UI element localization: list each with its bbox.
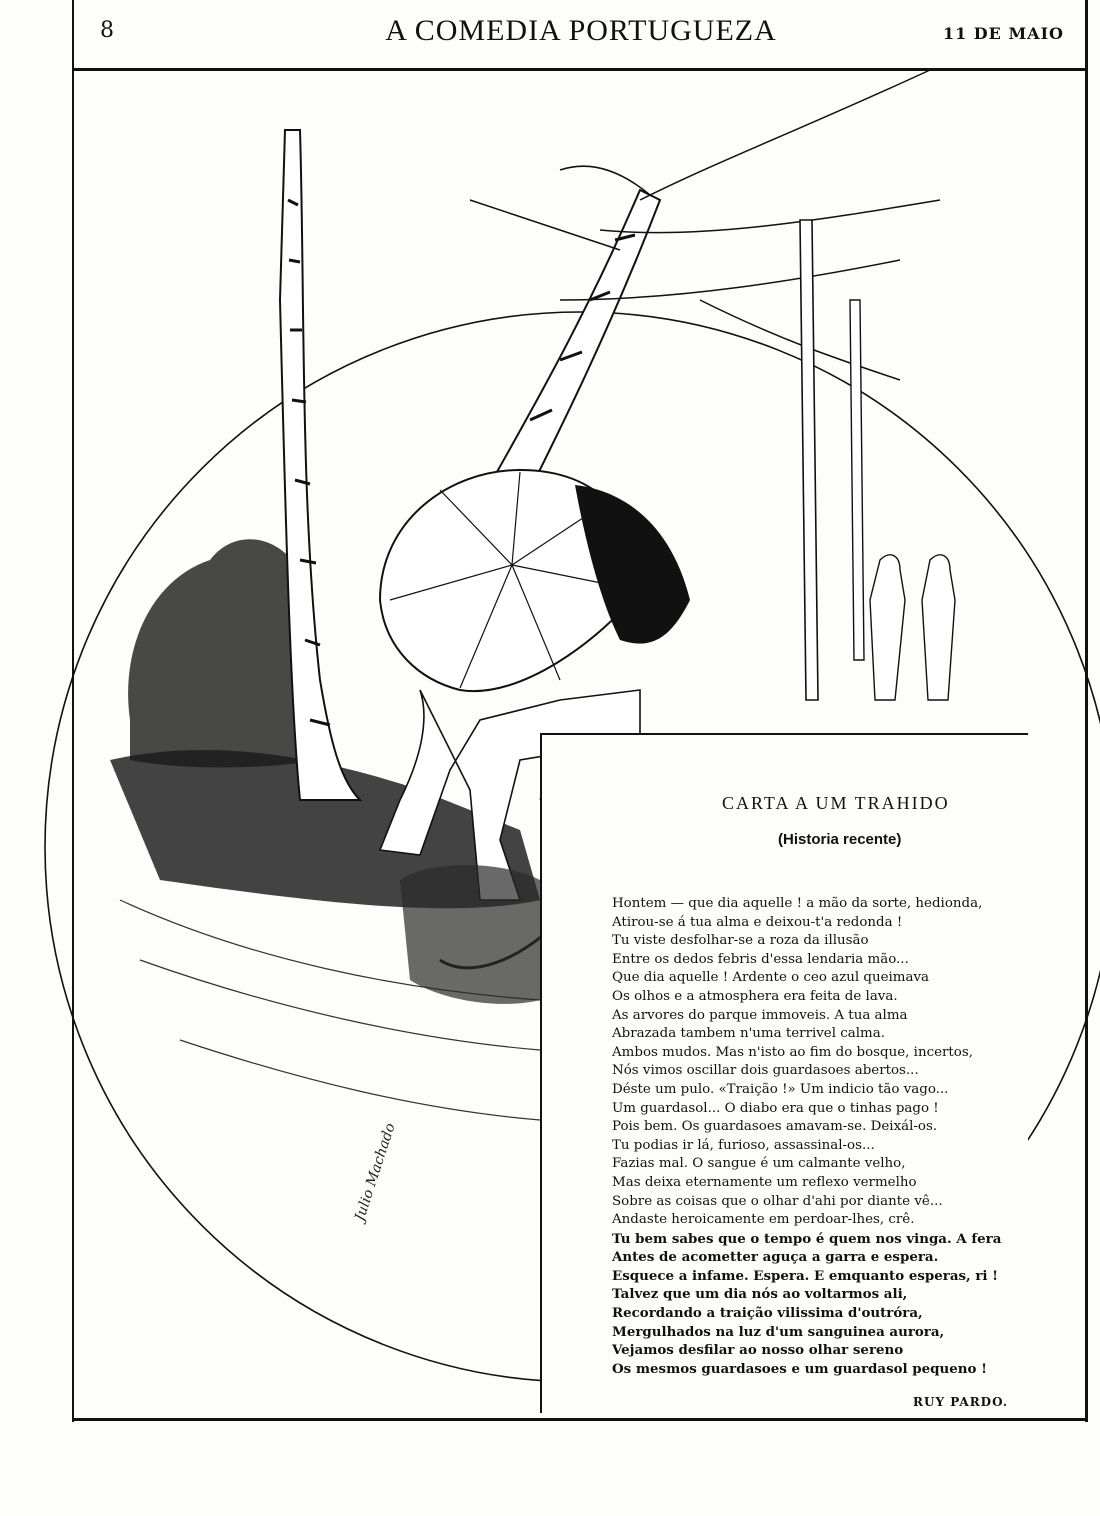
- poem-line: Nós vimos oscillar dois guardasoes abertos...: [612, 1063, 919, 1079]
- poem-line: Que dia aquelle ! Ardente o ceo azul queimava: [612, 970, 930, 986]
- poem-line: Ambos mudos. Mas n'isto ao fim do bosque, incertos,: [612, 1044, 973, 1060]
- artist-signature: Julio Machado: [352, 1121, 399, 1223]
- rocks: [400, 865, 540, 1004]
- poem-line: Recordando a traição vilissima d'outróra,: [612, 1305, 923, 1322]
- bottom-rule: [72, 1418, 1088, 1421]
- poem-line: Mergulhados na luz d'um sanguinea aurora,: [612, 1323, 945, 1340]
- poem-subtitle: (Historia recente): [778, 831, 902, 848]
- right-tree-one: [800, 220, 818, 700]
- poem-line: Tu bem sabes que o tempo é quem nos vinga. A fera: [612, 1230, 1002, 1247]
- poem-line: Tu viste desfolhar-se a roza da illusão: [612, 933, 869, 949]
- poem-author: RUY PARDO.: [913, 1395, 1008, 1409]
- poem-line: Andaste heroicamente em perdoar-lhes, crê.: [612, 1212, 915, 1228]
- issue-date: 11 DE MAIO: [942, 24, 1064, 43]
- poem-line: Talvez que um dia nós ao voltarmos ali,: [612, 1286, 908, 1303]
- right-tree-two: [850, 300, 864, 660]
- poem-line: As arvores do parque immoveis. A tua alma: [612, 1007, 908, 1023]
- walking-men: [870, 555, 955, 700]
- poem-line: Déste um pulo. «Traição !» Um indicio tão vago...: [612, 1081, 949, 1097]
- poem-line: Mas deixa eternamente um reflexo vermelho: [612, 1174, 917, 1190]
- poem-lines: [612, 895, 1032, 1378]
- poem-line: Os mesmos guardasoes e um guardasol pequeno !: [612, 1360, 987, 1377]
- poem-line: Abrazada tambem n'uma terrivel calma.: [612, 1026, 885, 1042]
- poem-title: CARTA A UM TRAHIDO: [722, 793, 950, 813]
- page-number: 8: [100, 18, 114, 43]
- poem-line: Um guardasol... O diabo era que o tinhas pago !: [612, 1100, 939, 1116]
- poem-line: Fazias mal. O sangue é um calmante velho,: [612, 1156, 906, 1172]
- bare-branches: [470, 70, 940, 380]
- poem-line: Entre os dedos febris d'essa lendaria mão...: [612, 951, 909, 967]
- poem-line: Sobre as coisas que o olhar d'ahi por diante vê...: [612, 1193, 943, 1209]
- poem-card: [540, 733, 1028, 1413]
- poem-line: Hontem — que dia aquelle ! a mão da sorte, hedionda,: [612, 896, 983, 911]
- left-tree-trunk: [280, 130, 360, 800]
- masthead-title: A COMEDIA PORTUGUEZA: [385, 14, 777, 47]
- poem-line: Vejamos desfilar ao nosso olhar sereno: [612, 1342, 904, 1359]
- poem-line: Atirou-se á tua alma e deixou-t'a redonda !: [612, 914, 903, 930]
- poem-line: Pois bem. Os guardasoes amavam-se. Deixál-os.: [612, 1119, 938, 1135]
- poem-line: Tu podias ir lá, furioso, assassinal-os...: [612, 1137, 875, 1153]
- poem-line: Antes de acometter aguça a garra e espera.: [612, 1249, 939, 1266]
- poem-line: Os olhos e a atmosphera era feita de lava.: [612, 988, 898, 1004]
- poem-line: Esquece a infame. Espera. E emquanto esperas, ri !: [612, 1267, 999, 1284]
